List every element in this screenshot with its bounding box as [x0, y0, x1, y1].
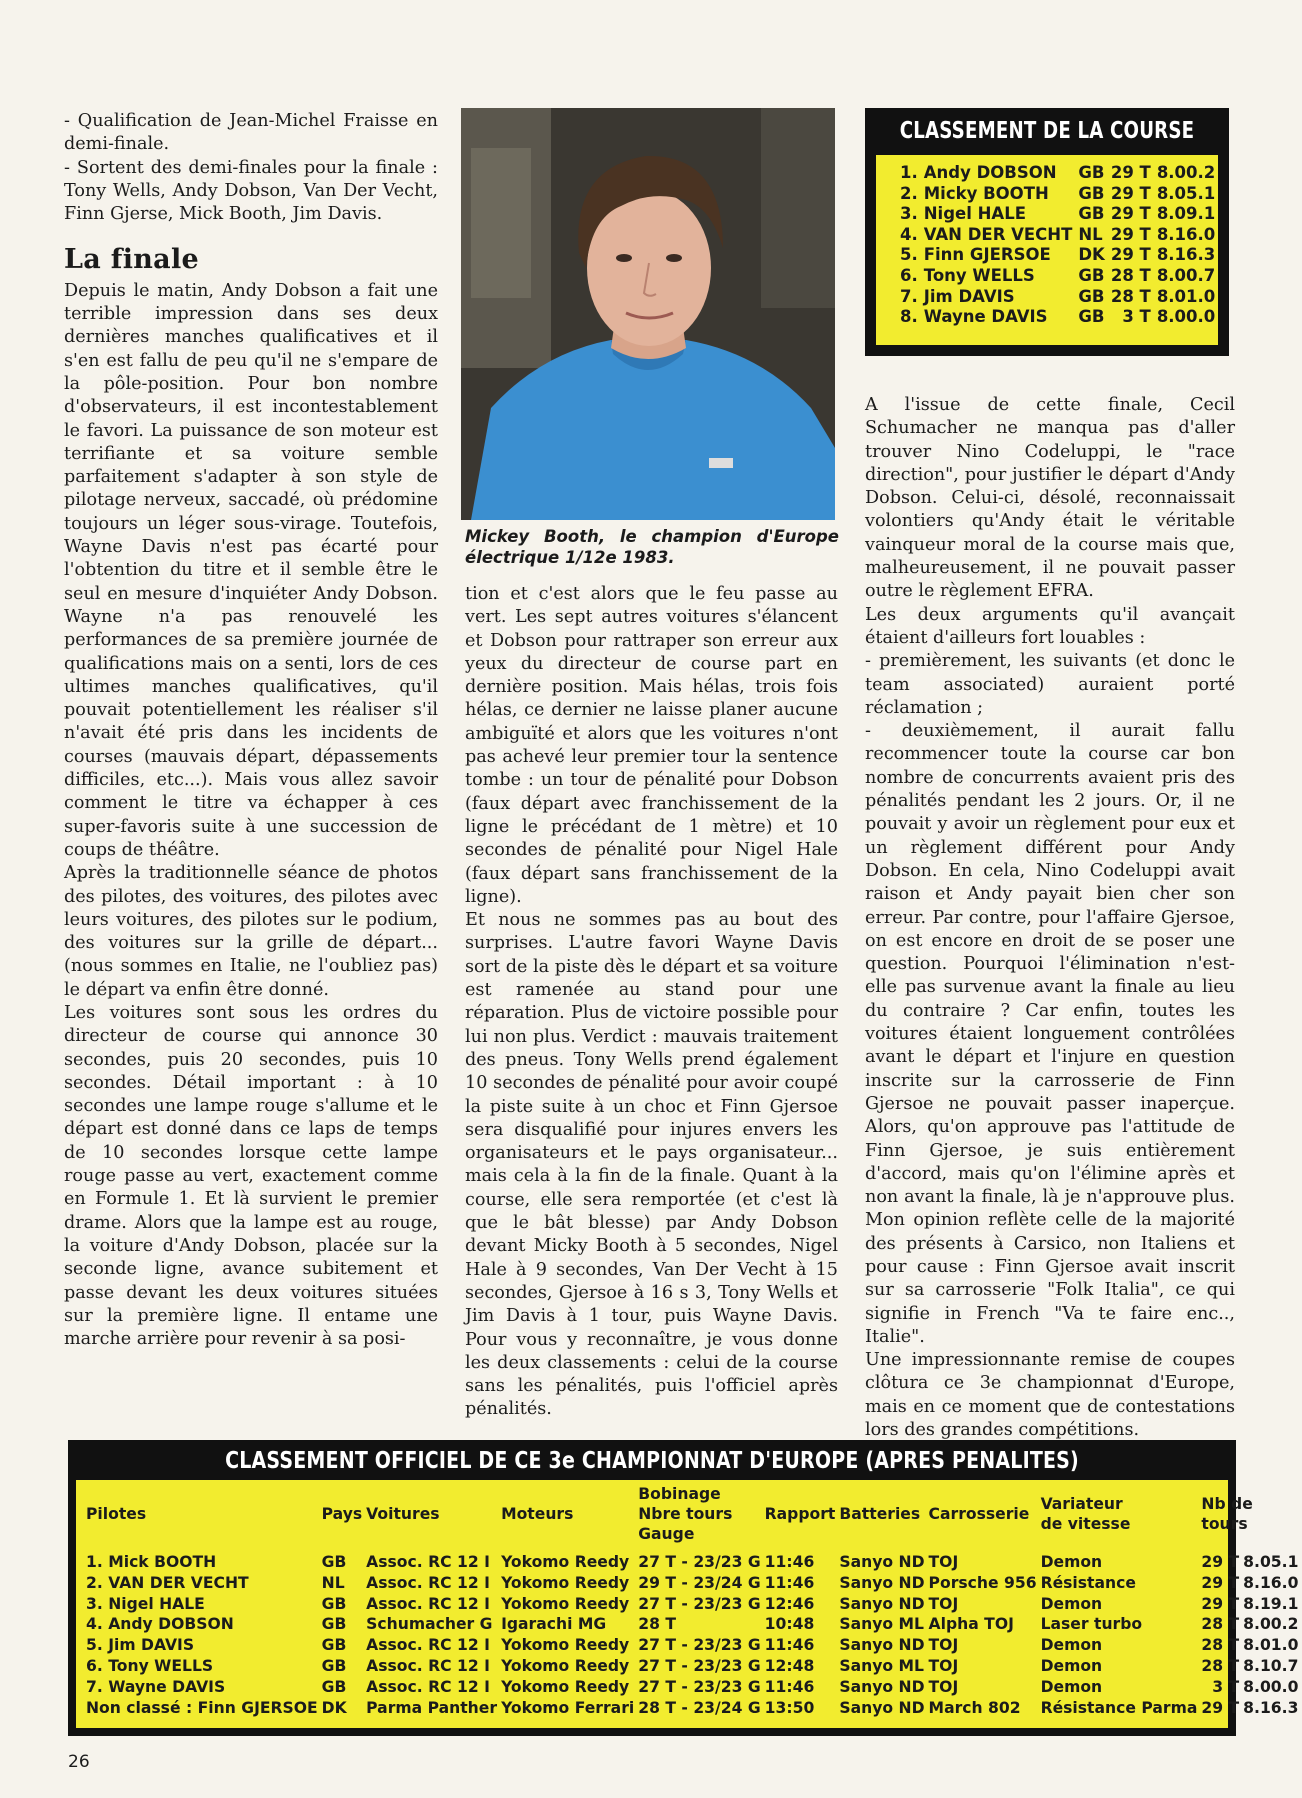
official-time: 8.19.1	[1243, 1594, 1299, 1613]
article-column-1	[64, 110, 438, 1351]
race-time: 8.16.3	[1156, 245, 1216, 265]
col-header-rapport: Rapport	[764, 1505, 836, 1523]
official-motor: Yokomo Reedy	[501, 1573, 630, 1592]
official-country: GB	[321, 1636, 347, 1655]
official-batteries: Sanyo ND	[839, 1553, 925, 1571]
official-car: Assoc. RC 12 I	[366, 1594, 490, 1613]
official-driver: 7. Wayne DAVIS	[86, 1677, 226, 1696]
official-driver: 1. Mick BOOTH	[86, 1553, 217, 1571]
official-batteries: Sanyo ML	[839, 1615, 924, 1634]
paragraph: A l'issue de cette finale, Cecil Schumacher ne manqua pas d'aller trouver Nino Codeluppi, le "race direction", pour justifier le départ d'Andy Dobson. Celui-ci, désolé, reconnaissait volontiers qu'Andy était le véritable vainqueur moral de la course mais que, malheureusement, il ne pouvait passer outre le règlement EFRA.	[865, 395, 1235, 602]
official-batteries: Sanyo ND	[839, 1677, 925, 1696]
official-country: GB	[321, 1594, 347, 1613]
paragraph: - Sortent des demi-finales pour la finale : Tony Wells, Andy Dobson, Van Der Vecht, Finn Gjerse, Mick Booth, Jim Davis.	[64, 157, 438, 225]
race-time: 8.01.0	[1156, 286, 1216, 306]
paragraph: - Qualification de Jean-Michel Fraisse en demi-finale.	[64, 111, 438, 155]
official-winding: 27 T - 23/23 G	[638, 1636, 761, 1655]
official-speed-controller: Demon	[1040, 1553, 1103, 1571]
race-laps: 3 T	[1122, 307, 1151, 327]
official-time: 8.00.0	[1243, 1677, 1299, 1696]
official-car: Parma Panther	[366, 1698, 498, 1717]
official-motor: Yokomo Reedy	[501, 1636, 630, 1655]
race-position: 2.	[900, 183, 918, 203]
official-batteries: Sanyo ML	[839, 1656, 924, 1675]
table-row	[86, 1614, 1302, 1635]
photo-caption: Mickey Booth, le champion d'Europe électrique 1/12e 1983.	[465, 527, 839, 567]
table-row	[900, 287, 1221, 308]
race-laps: 29 T	[1110, 245, 1151, 265]
official-winding: 29 T - 23/24 G	[638, 1573, 761, 1592]
race-position: 5.	[900, 245, 918, 265]
official-motor: Yokomo Reedy	[501, 1553, 630, 1571]
official-country: GB	[321, 1553, 347, 1571]
official-time: 8.16.3	[1243, 1698, 1299, 1717]
official-speed-controller: Résistance Parma	[1040, 1698, 1198, 1717]
race-position: 4.	[900, 224, 918, 244]
race-time: 8.00.7	[1156, 265, 1216, 285]
official-body: TOJ	[928, 1553, 959, 1571]
race-country: GB	[1078, 265, 1105, 285]
race-driver: Andy DOBSON	[923, 163, 1057, 182]
race-country: GB	[1078, 307, 1105, 327]
official-classification-panel	[76, 1480, 1299, 1728]
header-line: Nbre tours	[638, 1505, 733, 1523]
official-winding: 27 T - 23/23 G	[638, 1594, 761, 1613]
official-ratio: 11:46	[764, 1573, 815, 1592]
race-laps: 28 T	[1110, 265, 1151, 285]
official-laps: 29 T	[1201, 1553, 1240, 1571]
race-laps: 29 T	[1110, 224, 1151, 244]
official-driver: 5. Jim DAVIS	[86, 1636, 195, 1655]
official-speed-controller: Demon	[1040, 1594, 1103, 1613]
race-time: 8.05.1	[1156, 183, 1216, 203]
official-ratio: 11:46	[764, 1553, 815, 1571]
official-car: Assoc. RC 12 I	[366, 1677, 490, 1696]
official-car: Assoc. RC 12 I	[366, 1553, 490, 1571]
official-ratio: 12:48	[764, 1656, 815, 1675]
header-line: Variateur	[1040, 1495, 1123, 1513]
table-row	[86, 1677, 1302, 1698]
col-header-carrosserie: Carrosserie	[928, 1505, 1030, 1523]
official-country: GB	[321, 1656, 347, 1675]
official-driver: Non classé : Finn GJERSOE	[86, 1698, 318, 1717]
official-body: TOJ	[928, 1677, 959, 1696]
race-driver: VAN DER VECHT	[923, 224, 1073, 244]
col-header-moteurs: Moteurs	[501, 1505, 574, 1523]
official-laps: 29 T	[1201, 1594, 1240, 1613]
race-driver: Tony WELLS	[923, 265, 1035, 285]
col-header-bobinage	[638, 1484, 764, 1552]
race-position: 8.	[900, 307, 918, 327]
paragraph: Une impressionnante remise de coupes clôtura ce 3e championnat d'Europe, mais en ce moment que de contestations lors des grandes compétitions.	[865, 1350, 1235, 1441]
official-batteries: Sanyo ND	[839, 1698, 925, 1717]
table-row	[86, 1573, 1302, 1594]
official-body: March 802	[928, 1698, 1021, 1717]
official-laps: 28 T	[1201, 1656, 1240, 1675]
official-country: GB	[321, 1677, 347, 1696]
race-country: NL	[1078, 224, 1103, 244]
col-header-variateur	[1041, 1484, 1202, 1552]
race-time: 8.09.1	[1156, 204, 1216, 224]
race-driver: Wayne DAVIS	[923, 307, 1048, 327]
official-laps: 29 T	[1201, 1698, 1240, 1717]
official-laps: 3 T	[1212, 1677, 1240, 1696]
official-driver: 2. VAN DER VECHT	[86, 1573, 249, 1592]
race-position: 6.	[900, 265, 918, 285]
race-driver: Jim DAVIS	[923, 286, 1015, 306]
official-classification-table	[86, 1484, 1302, 1718]
table-row	[900, 307, 1221, 328]
race-driver: Micky BOOTH	[923, 183, 1049, 203]
official-body: TOJ	[928, 1636, 959, 1655]
race-laps: 29 T	[1110, 204, 1151, 224]
table-row	[86, 1656, 1302, 1677]
official-motor: Yokomo Reedy	[501, 1656, 630, 1675]
race-country: GB	[1078, 163, 1105, 182]
race-laps: 29 T	[1110, 183, 1151, 203]
champion-photo	[461, 108, 835, 520]
table-row	[900, 204, 1221, 225]
table-row	[900, 184, 1221, 205]
header-line: Bobinage	[638, 1485, 721, 1503]
official-time: 8.00.2	[1243, 1615, 1299, 1634]
table-row	[86, 1698, 1302, 1719]
official-body: TOJ	[928, 1594, 959, 1613]
header-line: Gauge	[638, 1525, 695, 1543]
official-ratio: 11:46	[764, 1636, 815, 1655]
official-motor: Yokomo Ferrari	[501, 1698, 635, 1717]
race-position: 1.	[900, 163, 918, 182]
paragraph: Après la traditionnelle séance de photos des pilotes, des voitures, des pilotes avec leurs voitures, des pilotes sur le podium, des voitures sur la grille de départ... (nous sommes en Italie, ne l'oubliez pas) le départ va enfin être donné.	[64, 863, 438, 1000]
official-time: 8.05.1	[1243, 1553, 1299, 1571]
col-header-tours: Nb de tours	[1201, 1495, 1253, 1533]
official-country: GB	[321, 1615, 347, 1634]
official-car: Assoc. RC 12 I	[366, 1636, 490, 1655]
official-speed-controller: Demon	[1040, 1677, 1103, 1696]
official-body: TOJ	[928, 1656, 959, 1675]
race-driver: Finn GJERSOE	[923, 245, 1051, 265]
official-winding: 28 T - 23/24 G	[638, 1698, 761, 1717]
official-body: Porsche 956	[928, 1573, 1037, 1592]
section-heading: La finale	[64, 244, 200, 276]
paragraph: Les deux arguments qu'il avançait étaient d'ailleurs fort louables :	[865, 604, 1235, 648]
race-country: GB	[1078, 286, 1105, 306]
race-laps: 29 T	[1110, 163, 1151, 182]
table-row	[86, 1594, 1302, 1615]
official-classification-title: CLASSEMENT OFFICIEL DE CE 3e CHAMPIONNAT D'EUROPE (APRES PENALITES)	[225, 1446, 1079, 1474]
paragraph: Les voitures sont sous les ordres du directeur de course qui annonce 30 secondes, puis 20 secondes, puis 10 secondes. Détail important : à 10 secondes une lampe rouge s'allume et le départ est donné dans ce laps de temps de 10 secondes lorsque cette lampe rouge passe au vert, exactement comme en Formule 1. Et là survient le premier drame. Alors que la lampe est au rouge, la voiture d'Andy Dobson, placée sur la seconde ligne, avance subitement et passe devant les deux voitures situées sur la première ligne. Il entame une marche arrière pour revenir à sa posi-	[64, 1002, 438, 1350]
official-car: Assoc. RC 12 I	[366, 1573, 490, 1592]
table-row	[900, 163, 1221, 184]
official-body: Alpha TOJ	[928, 1615, 1014, 1634]
official-laps: 29 T	[1201, 1573, 1240, 1592]
race-position: 3.	[900, 204, 918, 224]
article-column-2	[465, 583, 838, 1422]
race-country: GB	[1078, 183, 1105, 203]
col-header-batteries: Batteries	[839, 1505, 921, 1523]
table-row	[86, 1552, 1302, 1573]
paragraph: - premièrement, les suivants (et donc le team associated) auraient porté réclamation ;	[865, 651, 1235, 718]
official-time: 8.01.0	[1243, 1636, 1299, 1655]
page-number: 26	[68, 1752, 90, 1772]
official-batteries: Sanyo ND	[839, 1594, 925, 1613]
official-speed-controller: Demon	[1040, 1636, 1103, 1655]
paragraph: Et nous ne sommes pas au bout des surprises. L'autre favori Wayne Davis sort de la piste dès le départ et sa voiture est ramenée au stand pour une réparation. Plus de victoire possible pour lui non plus. Verdict : mauvais traitement des pneus. Tony Wells prend également 10 secondes de pénalité pour avoir coupé la piste suite à un choc et Finn Gjersoe sera disqualifié pour injures envers les organisateurs et le pays organisateur... mais cela à la fin de la finale. Quant à la course, elle sera remportée (et c'est là que le bât blesse) par Andy Dobson devant Micky Booth à 5 secondes, Nigel Hale à 9 secondes, Van Der Vecht à 15 secondes, Gjersoe à 16 s 3, Tony Wells et Jim Davis à 1 tour, puis Wayne Davis. Pour vous y reconnaître, je vous donne les deux classements : celui de la course sans les pénalités, puis l'officiel après pénalités.	[465, 910, 838, 1420]
official-speed-controller: Demon	[1040, 1656, 1103, 1675]
official-time: 8.16.0	[1243, 1573, 1299, 1592]
official-ratio: 13:50	[764, 1698, 815, 1717]
official-driver: 3. Nigel HALE	[86, 1594, 205, 1613]
official-ratio: 11:46	[764, 1677, 815, 1696]
official-winding: 27 T - 23/23 G	[638, 1677, 761, 1696]
official-car: Schumacher G	[366, 1615, 493, 1634]
official-winding: 27 T - 23/23 G	[638, 1656, 761, 1675]
official-country: NL	[321, 1573, 345, 1592]
official-ratio: 12:46	[764, 1594, 815, 1613]
race-time: 8.16.0	[1156, 224, 1216, 244]
official-classification-box	[68, 1440, 1299, 1736]
race-classification-table	[900, 163, 1221, 328]
race-laps: 28 T	[1110, 286, 1151, 306]
official-driver: 6. Tony WELLS	[86, 1656, 214, 1675]
race-country: DK	[1078, 245, 1105, 265]
race-position: 7.	[900, 286, 918, 306]
official-batteries: Sanyo ND	[839, 1636, 925, 1655]
race-time: 8.00.0	[1156, 307, 1216, 327]
paragraph: Depuis le matin, Andy Dobson a fait une terrible impression dans ses deux dernières manches qualificatives et il s'en est fallu de peu qu'il ne s'empare de la pôle-position. Pour bon nombre d'observateurs, il est incontestablement le favori. La puissance de son moteur est terrifiante et sa voiture semble parfaitement s'adapter à son style de pilotage nerveux, saccadé, où prédomine toujours un léger sous-virage. Toutefois, Wayne Davis n'est pas écarté pour l'obtention du titre et il semble être le seul en mesure d'inquiéter Andy Dobson. Wayne n'a pas renouvelé les performances de sa première journée de qualifications mais on a senti, lors de ces ultimes manches qualificatives, qu'il pouvait potentiellement les réaliser s'il n'avait été pris dans les incidents de courses (mauvais départ, dépassements difficiles, etc...). Mais vous allez savoir comment le titre va échapper à ces super-favoris suite à une succession de coups de théâtre.	[64, 280, 438, 860]
official-winding: 28 T	[638, 1615, 677, 1634]
race-time: 8.00.2	[1156, 163, 1216, 182]
official-laps: 28 T	[1201, 1636, 1240, 1655]
col-header-voitures: Voitures	[366, 1505, 440, 1523]
official-time: 8.10.7	[1243, 1656, 1299, 1675]
official-laps: 28 T	[1201, 1615, 1240, 1634]
official-car: Assoc. RC 12 I	[366, 1656, 490, 1675]
race-country: GB	[1078, 204, 1105, 224]
official-driver: 4. Andy DOBSON	[86, 1615, 234, 1634]
col-header-pays: Pays	[321, 1505, 363, 1523]
official-speed-controller: Laser turbo	[1040, 1615, 1143, 1634]
portrait-illustration	[461, 108, 835, 520]
table-row	[900, 225, 1221, 246]
official-motor: Igarachi MG	[501, 1615, 607, 1634]
article-column-3	[865, 394, 1235, 1442]
official-ratio: 10:48	[764, 1615, 815, 1634]
official-motor: Yokomo Reedy	[501, 1677, 630, 1696]
paragraph: - deuxièmement, il aurait fallu recommencer toute la course car bon nombre de concurrents avaient pris des pénalités pendant les 2 jours. Or, il ne pouvait y avoir un règlement pour eux et un règlement différent pour Andy Dobson. En cela, Nino Codeluppi avait raison et Andy payait bien cher son erreur. Par contre, pour l'affaire Gjersoe, on est encore en droit de se poser une question. Pourquoi l'élimination n'est-elle pas survenue avant la finale au lieu du contraire ? Car enfin, toutes les voitures étaient longuement contrôlées avant le départ et l'injure en question inscrite sur la carrosserie de Finn Gjersoe ne pouvait passer inaperçue. Alors, qu'on approuve pas l'attitude de Finn Gjersoe, je suis entièrement d'accord, mais qu'on l'élimine après et non avant la finale, là je n'approuve plus. Mon opinion reflète celle de la majorité des présents à Carsico, non Italiens et pour cause : Finn Gjersoe avait inscrit sur sa carrosserie "Folk Italia", ce qui signifie in French "Va te faire enc.., Italie".	[865, 721, 1235, 1347]
official-country: DK	[321, 1698, 347, 1717]
race-classification-title: CLASSEMENT DE LA COURSE	[899, 118, 1195, 144]
race-driver: Nigel HALE	[923, 204, 1026, 224]
table-row	[900, 266, 1221, 287]
official-batteries: Sanyo ND	[839, 1573, 925, 1592]
header-line: de vitesse	[1040, 1515, 1131, 1533]
table-row	[900, 245, 1221, 266]
official-motor: Yokomo Reedy	[501, 1594, 630, 1613]
table-row	[86, 1635, 1302, 1656]
race-classification-panel	[876, 155, 1218, 345]
race-classification-box	[865, 108, 1229, 356]
table-header-row	[86, 1484, 1302, 1552]
col-header-pilotes: Pilotes	[86, 1505, 147, 1523]
official-speed-controller: Résistance	[1040, 1573, 1136, 1592]
paragraph: tion et c'est alors que le feu passe au vert. Les sept autres voitures s'élancent et Dobson pour rattraper son erreur aux yeux du directeur de course part en dernière position. Mais hélas, trois fois hélas, ce dernier ne laisse planer aucune ambiguïté et alors que les voitures n'ont pas achevé leur premier tour la sentence tombe : un tour de pénalité pour Dobson (faux départ avec franchissement de la ligne le précédant de 1 mètre) et 10 secondes de pénalité pour Nigel Hale (faux départ sans franchissement de la ligne).	[465, 584, 838, 907]
official-winding: 27 T - 23/23 G	[638, 1553, 761, 1571]
